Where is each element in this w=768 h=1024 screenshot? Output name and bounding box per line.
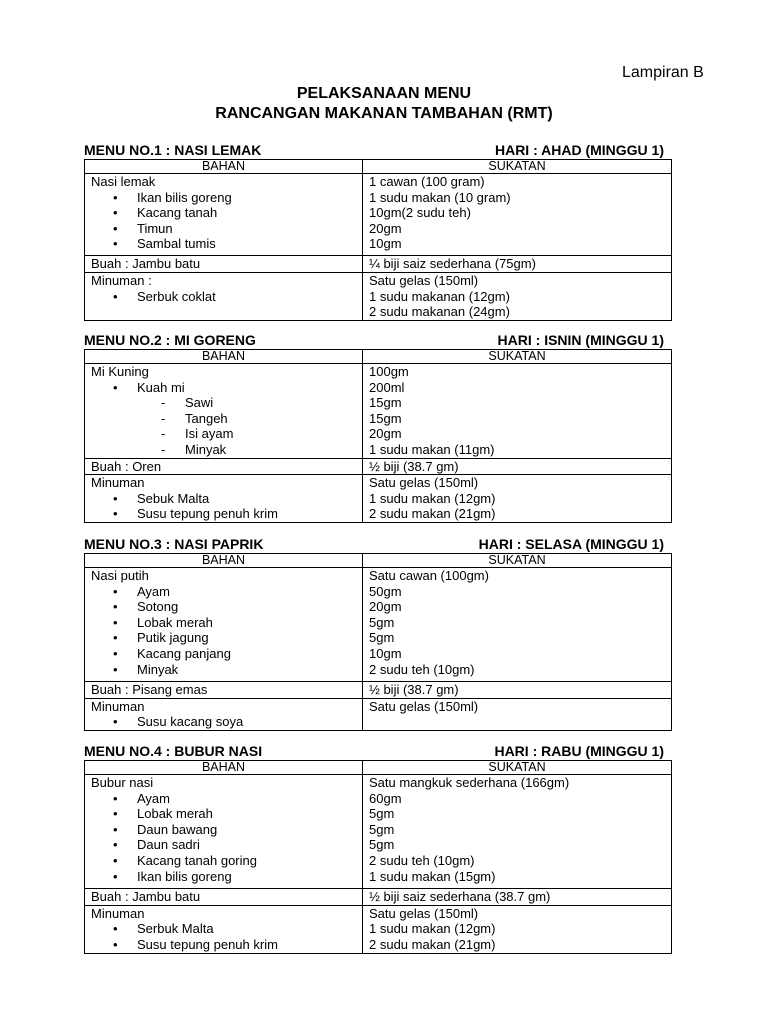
ingredient-item: • Ayam [91, 791, 356, 807]
quantity-value: Satu mangkuk sederhana (166gm) [369, 775, 570, 790]
quantity-value: 5gm [369, 630, 395, 646]
table-row [85, 273, 672, 321]
appendix-label: Lampiran B [622, 64, 704, 81]
ingredient-item: • Kacang panjang [91, 646, 356, 662]
menu-name: MENU NO.2 : MI GORENG [84, 332, 256, 348]
table-row [85, 475, 672, 523]
column-header-sukatan: SUKATAN [363, 761, 672, 775]
ingredient-item: • Serbuk Malta [91, 921, 356, 937]
quantity-value: 100gm [369, 364, 409, 379]
quantity-cell [363, 273, 672, 321]
ingredient-label: Bubur nasi [91, 775, 154, 790]
column-header-sukatan: SUKATAN [363, 350, 672, 364]
quantity-value: 1 sudu makanan (12gm) [369, 288, 510, 304]
quantity-cell [363, 889, 672, 906]
menu-day: HARI : RABU (MINGGU 1) [494, 743, 664, 759]
quantity-value: 200ml [369, 379, 405, 395]
quantity-value: 20gm [369, 220, 402, 236]
menu-day: HARI : AHAD (MINGGU 1) [494, 142, 664, 158]
ingredient-label: Buah : Oren [91, 458, 162, 474]
column-header-bahan: BAHAN [85, 160, 363, 174]
menu-header [84, 142, 672, 159]
table-row [85, 682, 672, 699]
ingredient-label: Nasi putih [91, 568, 149, 583]
quantity-value: 2 sudu makanan (24gm) [369, 304, 510, 320]
table-row [85, 568, 672, 682]
quantity-value: ¼ biji saiz sederhana (75gm) [369, 256, 536, 271]
ingredient-cell [85, 475, 363, 523]
ingredient-cell [85, 174, 363, 256]
quantity-value: 1 sudu makan (12gm) [369, 490, 496, 506]
table-row [85, 775, 672, 889]
quantity-value: 10gm(2 sudu teh) [369, 205, 471, 221]
quantity-value: 50gm [369, 583, 402, 599]
quantity-value: ½ biji (38.7 gm) [369, 458, 459, 474]
menu-header [84, 743, 672, 760]
ingredient-item: • Kuah mi [91, 380, 356, 396]
quantity-value: 1 sudu makan (10 gram) [369, 189, 511, 205]
ingredient-label: Nasi lemak [91, 174, 156, 189]
ingredient-item: • Lobak merah [91, 806, 356, 822]
ingredient-item: • Sebuk Malta [91, 491, 356, 507]
quantity-value: 60gm [369, 790, 402, 806]
ingredient-cell [85, 458, 363, 475]
ingredient-cell [85, 775, 363, 889]
quantity-cell [363, 775, 672, 889]
menu-block [84, 743, 672, 954]
quantity-cell [363, 905, 672, 953]
ingredient-cell [85, 364, 363, 459]
ingredient-item: • Ikan bilis goreng [91, 869, 356, 885]
quantity-cell [363, 682, 672, 699]
ingredient-label: Buah : Jambu batu [91, 889, 201, 904]
quantity-value: 1 cawan (100 gram) [369, 174, 485, 189]
ingredient-item: • Daun sadri [91, 837, 356, 853]
ingredient-cell [85, 682, 363, 699]
page-title: PELAKSANAAN MENU [296, 85, 472, 102]
quantity-value: 5gm [369, 614, 395, 630]
ingredient-label: Buah : Pisang emas [91, 682, 208, 697]
ingredient-cell [85, 905, 363, 953]
ingredient-item: - Isi ayam [91, 426, 356, 442]
table-row [85, 905, 672, 953]
ingredient-label: Minuman : [91, 273, 152, 288]
menu-block [84, 332, 672, 523]
ingredient-item: - Sawi [91, 395, 356, 411]
menu-table [84, 760, 672, 954]
quantity-cell [363, 458, 672, 475]
menu-day: HARI : ISNIN (MINGGU 1) [497, 332, 664, 348]
column-header-bahan: BAHAN [85, 554, 363, 568]
ingredient-item: • Putik jagung [91, 630, 356, 646]
table-row [85, 698, 672, 730]
table-row [85, 174, 672, 256]
quantity-cell [363, 256, 672, 273]
quantity-value: 2 sudu teh (10gm) [369, 852, 475, 868]
ingredient-label: Buah : Jambu batu [91, 256, 201, 271]
ingredient-item: • Timun [91, 221, 356, 237]
quantity-value: 5gm [369, 821, 395, 837]
ingredient-cell [85, 698, 363, 730]
page-subtitle: RANCANGAN MAKANAN TAMBAHAN (RMT) [215, 105, 553, 122]
ingredient-item: - Tangeh [91, 411, 356, 427]
ingredient-item: - Minyak [91, 442, 356, 458]
quantity-value: 5gm [369, 806, 395, 822]
quantity-value: 20gm [369, 599, 402, 615]
ingredient-item: • Ikan bilis goreng [91, 190, 356, 206]
table-row [85, 889, 672, 906]
quantity-value: Satu cawan (100gm) [369, 568, 489, 583]
ingredient-item: • Sotong [91, 599, 356, 615]
ingredient-item: • Susu tepung penuh krim [91, 937, 356, 953]
menu-day: HARI : SELASA (MINGGU 1) [478, 536, 664, 552]
menu-header [84, 536, 672, 553]
ingredient-item: • Minyak [91, 662, 356, 678]
quantity-value: 5gm [369, 837, 395, 853]
menu-table [84, 159, 672, 321]
menu-block [84, 536, 672, 731]
menu-table [84, 553, 672, 731]
ingredient-item: • Ayam [91, 584, 356, 600]
column-header-bahan: BAHAN [85, 350, 363, 364]
menu-name: MENU NO.3 : NASI PAPRIK [84, 536, 264, 552]
column-header-bahan: BAHAN [85, 761, 363, 775]
ingredient-label: Minuman [91, 905, 145, 921]
table-row [85, 364, 672, 459]
quantity-value: 1 sudu makan (11gm) [369, 441, 495, 457]
ingredient-item: • Daun bawang [91, 822, 356, 838]
ingredient-item: • Susu kacang soya [91, 714, 356, 730]
ingredient-label: Mi Kuning [91, 364, 149, 379]
quantity-value: ½ biji (38.7 gm) [369, 682, 459, 697]
quantity-value: 15gm [369, 395, 402, 411]
quantity-cell [363, 698, 672, 730]
ingredient-label: Minuman [91, 475, 145, 491]
ingredient-item: • Sambal tumis [91, 236, 356, 252]
ingredient-cell [85, 568, 363, 682]
quantity-value: Satu gelas (150ml) [369, 273, 479, 288]
ingredient-item: • Kacang tanah goring [91, 853, 356, 869]
quantity-value: ½ biji saiz sederhana (38.7 gm) [369, 889, 551, 904]
ingredient-item: • Serbuk coklat [91, 289, 356, 305]
ingredient-item: • Susu tepung penuh krim [91, 506, 356, 522]
menu-name: MENU NO.4 : BUBUR NASI [84, 743, 263, 759]
menu-header [84, 332, 672, 349]
quantity-cell [363, 475, 672, 523]
menu-block [84, 142, 672, 321]
ingredient-cell [85, 273, 363, 321]
table-row [85, 458, 672, 475]
column-header-sukatan: SUKATAN [363, 160, 672, 174]
menu-table [84, 349, 672, 523]
quantity-value: 2 sudu teh (10gm) [369, 661, 475, 677]
quantity-value: 15gm [369, 410, 402, 426]
quantity-value: 1 sudu makan (15gm) [369, 868, 496, 884]
quantity-value: 1 sudu makan (12gm) [369, 921, 496, 937]
column-header-sukatan: SUKATAN [363, 554, 672, 568]
quantity-value: Satu gelas (150ml) [369, 905, 479, 921]
ingredient-label: Minuman [91, 698, 145, 714]
quantity-value: 2 sudu makan (21gm) [369, 936, 496, 952]
quantity-value: Satu gelas (150ml) [369, 698, 479, 714]
table-row [85, 256, 672, 273]
ingredient-cell [85, 889, 363, 906]
ingredient-item: • Kacang tanah [91, 205, 356, 221]
quantity-value: 10gm [369, 236, 402, 252]
quantity-value: 10gm [369, 645, 402, 661]
quantity-value: 20gm [369, 426, 402, 442]
quantity-cell [363, 364, 672, 459]
quantity-cell [363, 568, 672, 682]
ingredient-cell [85, 256, 363, 273]
quantity-value: Satu gelas (150ml) [369, 475, 479, 491]
menu-name: MENU NO.1 : NASI LEMAK [84, 142, 262, 158]
quantity-value: 2 sudu makan (21gm) [369, 506, 496, 522]
quantity-cell [363, 174, 672, 256]
ingredient-item: • Lobak merah [91, 615, 356, 631]
